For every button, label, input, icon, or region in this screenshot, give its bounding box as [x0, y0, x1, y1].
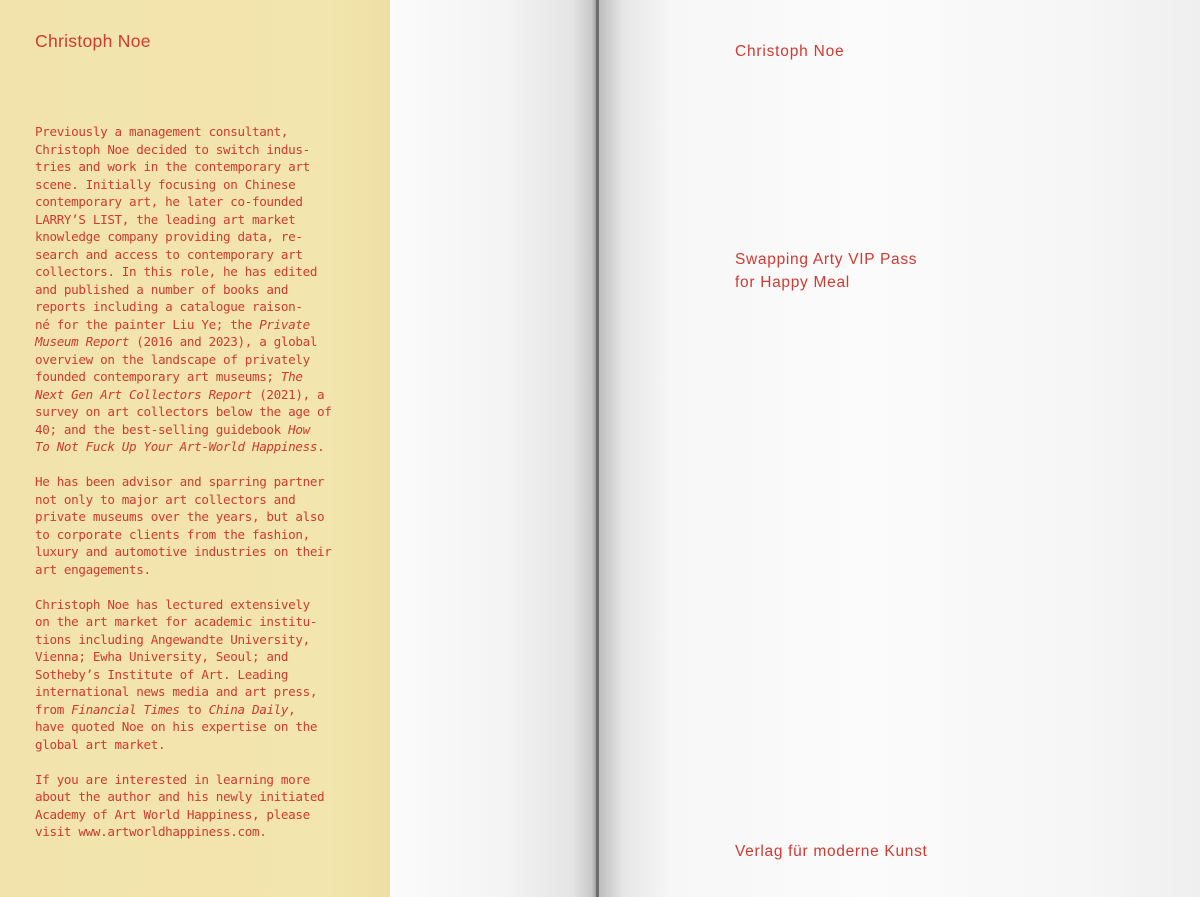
- bio-italic-title: The: [280, 369, 303, 384]
- bio-text: international news media and art press,: [35, 684, 318, 699]
- bio-text: visit www.artworldhappiness.com.: [35, 824, 267, 839]
- bio-line: [35, 736, 365, 754]
- bio-text: global art market.: [35, 736, 166, 752]
- bio-text: collectors. In this role, he has edited: [35, 264, 318, 279]
- bio-line: [35, 246, 365, 264]
- bio-text: ,: [288, 701, 296, 717]
- bio-line: [35, 631, 365, 649]
- bio-line: [35, 351, 365, 369]
- bio-line: [35, 386, 365, 404]
- bio-line: [35, 368, 365, 386]
- bio-paragraph: [35, 771, 365, 841]
- bio-text: Previously a management consultant,: [35, 124, 289, 139]
- bio-line: [35, 473, 365, 491]
- bio-paragraph: [35, 473, 365, 578]
- bio-text: (2021), a: [251, 386, 325, 402]
- bio-text: search and access to contemporary art: [35, 246, 303, 262]
- bio-line: [35, 508, 365, 526]
- bio-text: to corporate clients from the fashion,: [35, 526, 310, 542]
- bio-line: [35, 141, 365, 159]
- bio-line: [35, 298, 365, 316]
- bio-text: knowledge company providing data, re-: [35, 229, 303, 244]
- bio-line: [35, 316, 365, 334]
- author-biography: [35, 123, 365, 858]
- bio-text: Christoph Noe decided to switch indus-: [35, 141, 310, 157]
- bio-line: [35, 701, 365, 719]
- bio-text: art engagements.: [35, 561, 151, 577]
- flap-author-name: Christoph Noe: [35, 31, 151, 51]
- bio-text: luxury and automotive industries on their: [35, 544, 332, 559]
- bio-line: [35, 333, 365, 351]
- title-page: [599, 0, 1200, 897]
- bio-text: Academy of Art World Happiness, please: [35, 806, 310, 822]
- bio-text: If you are interested in learning more: [35, 771, 310, 787]
- bio-text: reports including a catalogue raison-: [35, 299, 303, 314]
- bio-line: [35, 228, 365, 246]
- bio-text: tions including Angewandte University,: [35, 631, 310, 647]
- bio-line: [35, 718, 365, 736]
- bio-line: [35, 823, 365, 841]
- bio-line: [35, 263, 365, 281]
- bio-text: contemporary art, he later co-founded: [35, 194, 303, 209]
- bio-line: [35, 123, 365, 141]
- bio-text: Christoph Noe has lectured extensively: [35, 596, 310, 612]
- bio-italic-title: Private: [259, 316, 310, 332]
- bio-line: [35, 526, 365, 544]
- bio-italic-title: Museum Report: [35, 334, 130, 349]
- bio-line: [35, 666, 365, 684]
- bio-line: [35, 683, 365, 701]
- bio-line: [35, 648, 365, 666]
- bio-text: to: [179, 701, 209, 717]
- bio-italic-title: To Not Fuck Up Your Art-World Happiness: [35, 439, 318, 454]
- bio-line: [35, 281, 365, 299]
- book-title: [735, 248, 917, 294]
- bio-paragraph: [35, 123, 365, 456]
- bio-text: He has been advisor and sparring partner: [35, 474, 325, 489]
- bio-line: [35, 806, 365, 824]
- book-title-line: Swapping Arty VIP Pass: [735, 251, 918, 268]
- bio-line: [35, 771, 365, 789]
- bio-paragraph: [35, 596, 365, 754]
- bio-text: 40; and the best-selling guidebook: [35, 421, 289, 437]
- bio-text: .: [317, 439, 325, 454]
- bio-line: [35, 158, 365, 176]
- bio-line: [35, 438, 365, 456]
- bio-line: [35, 543, 365, 561]
- bio-text: overview on the landscape of privately: [35, 351, 310, 367]
- bio-text: Vienna; Ewha University, Seoul; and: [35, 649, 289, 664]
- bio-text: né for the painter Liu Ye; the: [35, 316, 260, 332]
- bio-italic-title: Next Gen Art Collectors Report: [35, 386, 252, 402]
- bio-text: about the author and his newly initiated: [35, 789, 325, 804]
- bio-text: not only to major art collectors and: [35, 491, 296, 507]
- bio-italic-title: How: [288, 421, 310, 437]
- bio-text: scene. Initially focusing on Chinese: [35, 176, 296, 192]
- bio-line: [35, 613, 365, 631]
- bio-text: Sotheby’s Institute of Art. Leading: [35, 666, 289, 682]
- jacket-flap: [0, 0, 390, 897]
- bio-text: have quoted Noe on his expertise on the: [35, 719, 318, 734]
- bio-line: [35, 176, 365, 194]
- bio-text: (2016 and 2023), a global: [129, 334, 318, 349]
- book-title-line: for Happy Meal: [735, 274, 850, 291]
- bio-text: private museums over the years, but also: [35, 509, 325, 524]
- bio-text: from: [35, 701, 72, 717]
- bio-text: on the art market for academic institu-: [35, 614, 318, 629]
- bio-line: [35, 788, 365, 806]
- bio-text: survey on art collectors below the age of: [35, 404, 332, 419]
- bio-line: [35, 211, 365, 229]
- bio-text: founded contemporary art museums;: [35, 369, 281, 384]
- bio-line: [35, 561, 365, 579]
- bio-line: [35, 193, 365, 211]
- bio-text: LARRY’S LIST, the leading art market: [35, 211, 296, 227]
- bio-line: [35, 491, 365, 509]
- bio-line: [35, 403, 365, 421]
- title-page-author: Christoph Noe: [735, 43, 845, 60]
- blank-verso-page: [390, 0, 598, 897]
- publisher-name: Verlag für moderne Kunst: [735, 843, 928, 860]
- bio-line: [35, 596, 365, 614]
- bio-italic-title: China Daily: [208, 701, 289, 717]
- bio-text: tries and work in the contemporary art: [35, 159, 310, 174]
- bio-text: and published a number of books and: [35, 281, 289, 297]
- bio-line: [35, 421, 365, 439]
- bio-italic-title: Financial Times: [71, 701, 180, 717]
